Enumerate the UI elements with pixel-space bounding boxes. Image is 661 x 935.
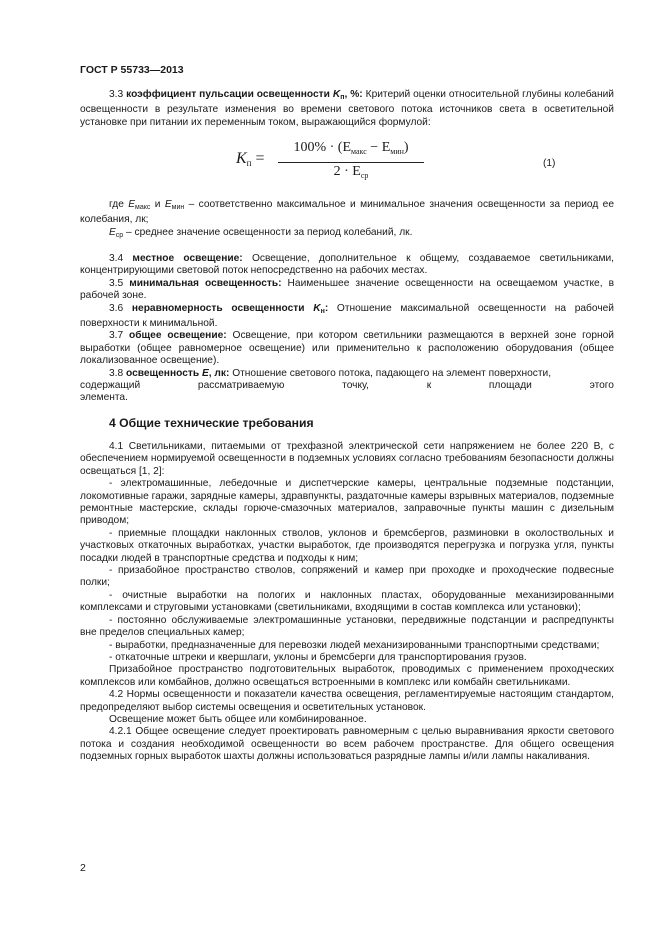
term: коэффициент пульсации освещенности (126, 89, 330, 100)
formula-lhs: Kп = (236, 150, 265, 168)
term-symbol-sub: п (340, 94, 345, 101)
list-item: - откаточные штреки и квершлаги, уклоны и бремсберги для транспортирования грузов. (109, 651, 527, 663)
list-item: - призабойное пространство стволов, сопряжений и камер при проходке и проходческие подвесные полки; (80, 565, 614, 589)
list-item: - выработки, предназначенные для перевозки людей механизированными транспортными средствами; (109, 639, 600, 651)
formula-pulsation (236, 140, 426, 186)
clause-3-7: 3.7 общее освещение: Освещение, при котором светильники размещаются в верхней зоне горной выработки (общее равномерное освещение) или применительно к расположению оборудования (общее локализованное освещение). (80, 330, 614, 367)
clause-4-1: 4.1 Светильниками, питаемыми от трехфазной электрической сети напряжением не более 220 В, с обеспечением нормируемой освещенности в подземных условиях согласно требованиям безопасности должны освещаться [1, 2]: (80, 441, 614, 477)
clauses-3-4-to-3-8 (80, 253, 614, 405)
definition: Критерий оценки относительной глубины колебаний освещенности в результате изменения во времени светового потока источников света в осветительной установке при питании их переменным током, выражающийся формулой: (80, 89, 614, 128)
list-item: - очистные выработки на пологих и наклонных пластах, оборудованные механизированными комплексами и струговыми установками (светильниками, входящими в состав комплекса или установки); (80, 589, 614, 614)
formula-number: (1) (543, 158, 556, 169)
fraction-bar (278, 162, 424, 163)
clause-3-8-line2: содержащий рассматриваемую точку, к площади этого (80, 380, 614, 392)
legend-e-avg: $E_{ср}$ – среднее значение освещенности за период колебаний, лк. (109, 226, 413, 239)
clause-3-3 (80, 89, 614, 129)
formula-numerator: $100\% \cdot (E_{макс} - E_{мин})$ (293, 140, 409, 156)
clause-4-2: 4.2 Нормы освещенности и показатели качества освещения, регламентируемые настоящим стандартом, предопределяют выбор системы освещения и осветительных установок. (80, 689, 614, 713)
clause-3-8: 3.8 освещенность E, лк: Отношение светового потока, падающего на элемент поверхности, (109, 367, 552, 379)
formula-denominator: $2 \cdot E_{ср}$ (333, 164, 369, 180)
clause-3-3-text (80, 89, 614, 129)
term-unit: , %: (344, 89, 363, 100)
clause-3-4: 3.4 местное освещение: Освещение, дополнительное к общему, создаваемое светильниками, концентрирующими световой поток непосредственно на рабочих местах. (80, 253, 614, 277)
paragraph-lighting-types: Освещение может быть общее или комбинированное. (109, 713, 367, 725)
clause-3-8-line3: элемента. (80, 392, 128, 404)
clause-number: 3.3 (109, 89, 124, 100)
clause-3-6: 3.6 неравномерность освещенности $K_н$: Отношение максимальной освещенности на рабочей поверхности к минимальной. (80, 302, 614, 330)
section-heading: 4 Общие технические требования (109, 416, 314, 430)
standard-header: ГОСТ Р 55733—2013 (80, 64, 184, 76)
formula-legend (80, 199, 614, 242)
term-symbol: K (332, 89, 341, 100)
list-item: - электромашинные, лебедочные и диспетчерские камеры, центральные подземные подстанции, локомотивные гаражи, зарядные камеры, здравпункты, раздаточные камеры взрывных материалов, подземные ремонтные мастерские, склады горюче-смазочных материалов, заправочные пункты машин с дизельным приводом; (80, 478, 614, 527)
clause-4-2-1: 4.2.1 Общее освещение следует проектировать равномерным с целью выравнивания яркости светового потока и создания необходимой освещенности во всем рабочем пространстве. Для общего освещения подземных горных выработок шахты должны использоваться разрядные лампы и/или лампы накаливания. (80, 726, 614, 763)
clause-3-5: 3.5 минимальная освещенность: Наименьшее значение освещенности на освещаемом участке, в рабочей зоне. (80, 277, 614, 302)
section-4-body (80, 441, 614, 764)
list-item: - постоянно обслуживаемые электромашинные установки, передвижные подстанции и распредпункты вне пределов специальных камер; (80, 614, 614, 639)
list-item: - приемные площадки наклонных стволов, уклонов и бремсбергов, разминовки в околоствольных и участковых откаточных выработках, участки выработок, где производятся перегрузка и погрузка угля, пункты посадки людей в транспортные средства и подходы к ним; (80, 527, 614, 564)
paragraph-prizaboy: Призабойное пространство подготовительных выработок, проводимых с применением проходческих комплексов или комбайнов, должно освещаться встроенными в комплекс или комбайн светильниками. (80, 664, 614, 688)
page-number: 2 (80, 862, 86, 874)
legend-e-max-min: где $E_{макс}$ и $E_{мин}$ – соответственно максимальное и минимальное значения освещенности за период ее колебания, лк; (80, 199, 614, 226)
